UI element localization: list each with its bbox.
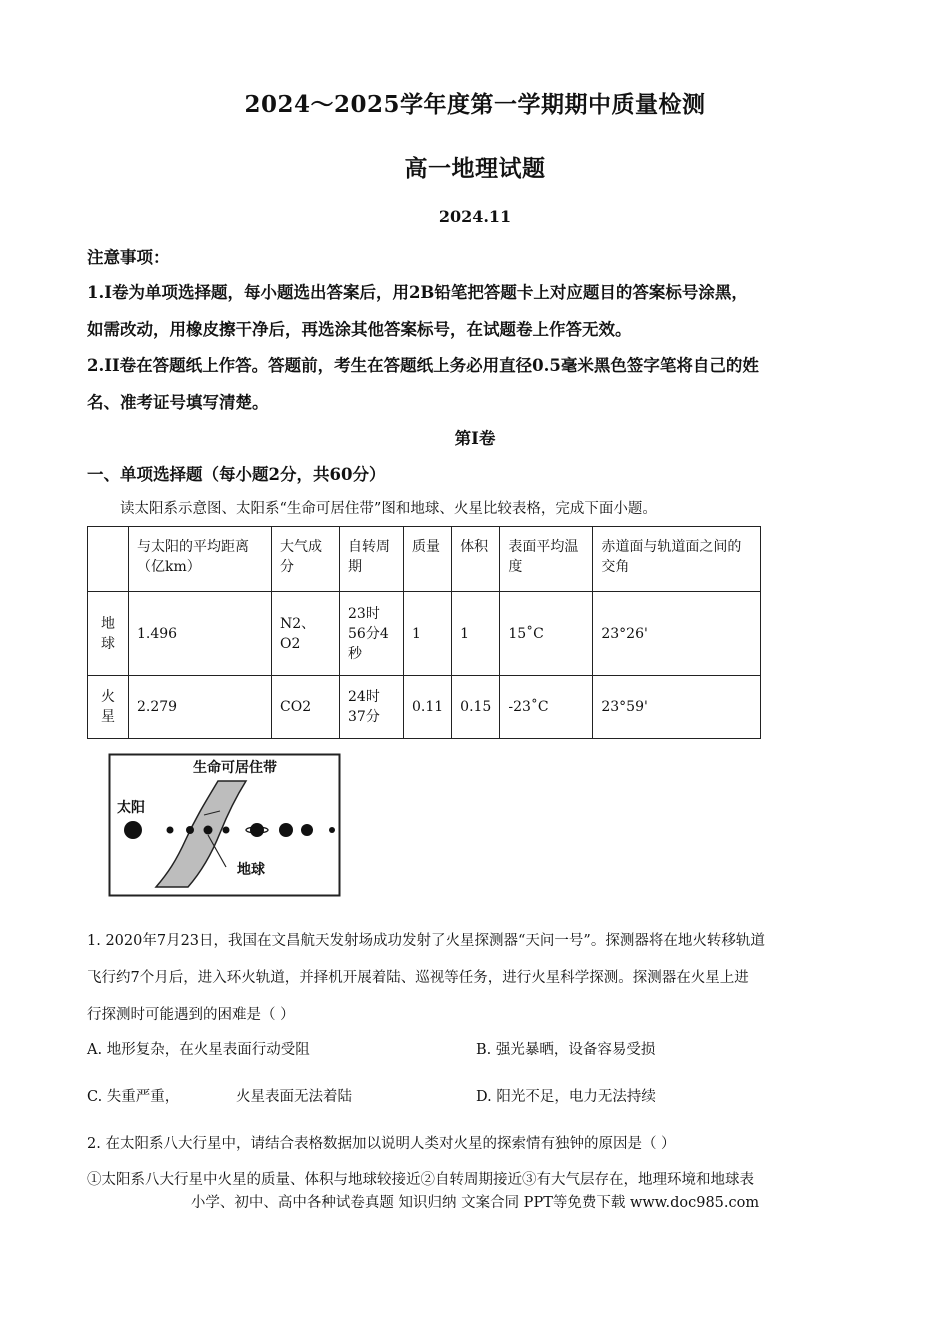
table-header-row — [88, 527, 761, 592]
table-cell: 23°26' — [593, 592, 761, 676]
q2-line-2: ①太阳系八大行星中火星的质量、体积与地球较接近②自转周期接近③有大气层存在，地理环境和地球表 — [87, 1172, 754, 1188]
table-header-cell: 大气成分 — [272, 527, 340, 592]
q1-option-d: D. 阳光不足，电力无法持续 — [476, 1089, 656, 1105]
planet-neptune — [301, 824, 313, 836]
exam-title: 2024～2025学年度第一学期期中质量检测 — [244, 91, 706, 118]
exam-subtitle: 高一地理试题 — [404, 155, 546, 182]
q1-option-a: A. 地形复杂，在火星表面行动受阻 — [87, 1042, 310, 1058]
planet-jupiter — [250, 823, 264, 837]
sun-label: 太阳 — [117, 800, 145, 816]
q1-line-2: 飞行约7个月后，进入环火轨道，并择机开展着陆、巡视等任务，进行火星科学探测。探测器在火星上进 — [87, 970, 749, 986]
table-row-earth — [88, 592, 761, 676]
table-header-cell: 体积 — [452, 527, 500, 592]
planet-earth — [204, 826, 213, 835]
table-cell: 火星 — [88, 676, 129, 739]
table-cell: 地球 — [88, 592, 129, 676]
notes-line-3: 2.II卷在答题纸上作答。答题前，考生在答题纸上务必用直径0.5毫米黑色签字笔将自己的姓 — [87, 356, 759, 375]
planet-venus — [186, 826, 194, 834]
table-cell: -23˚C — [500, 676, 593, 739]
planet-mars — [223, 827, 230, 834]
q2-line-1: 2. 在太阳系八大行星中，请结合表格数据加以说明人类对火星的探索情有独钟的原因是（ ） — [87, 1136, 676, 1152]
table-header-cell: 质量 — [404, 527, 452, 592]
earth-mars-table — [87, 526, 761, 739]
table-header-cell: 表面平均温度 — [500, 527, 593, 592]
table-header-cell: 赤道面与轨道面之间的交角 — [593, 527, 761, 592]
table-cell: 1 — [404, 592, 452, 676]
q1-option-b: B. 强光暴晒，设备容易受损 — [476, 1042, 656, 1058]
planet-mercury — [167, 827, 174, 834]
table-cell: 1 — [452, 592, 500, 676]
page-footer: 小学、初中、高中各种试卷真题 知识归纳 文案合同 PPT等免费下载 www.doc985.com — [190, 1195, 760, 1211]
table-cell: CO2 — [272, 676, 340, 739]
exam-date: 2024.11 — [438, 207, 512, 226]
q1-line-1: 1. 2020年7月23日，我国在文昌航天发射场成功发射了火星探测器“天问一号”。探测器将在地火转移轨道 — [87, 933, 765, 949]
planet-dwarf — [329, 827, 335, 833]
earth-label: 地球 — [237, 862, 265, 878]
planet-uranus — [279, 823, 293, 837]
q1-option-c: C. 失重严重， — [87, 1089, 180, 1105]
section-title: 一、单项选择题（每小题2分，共60分） — [87, 465, 386, 484]
table-cell: 23时56分4秒 — [340, 592, 404, 676]
part-title: 第I卷 — [454, 429, 496, 448]
notes-line-1: 1.I卷为单项选择题，每小题选出答案后，用2B铅笔把答题卡上对应题目的答案标号涂黑， — [87, 283, 748, 302]
table-cell: 24时37分 — [340, 676, 404, 739]
notes-heading: 注意事项： — [87, 248, 170, 267]
q1-line-3: 行探测时可能遇到的困难是（ ） — [87, 1007, 295, 1023]
table-cell: 1.496 — [129, 592, 272, 676]
table-cell: 0.11 — [404, 676, 452, 739]
sun-circle — [124, 821, 142, 839]
table-cell: 15˚C — [500, 592, 593, 676]
table-cell: 2.279 — [129, 676, 272, 739]
table-cell: N2、O2 — [272, 592, 340, 676]
notes-line-4: 名、准考证号填写清楚。 — [87, 393, 269, 412]
q1-option-c-cont: 火星表面无法着陆 — [236, 1089, 352, 1105]
table-row-mars — [88, 676, 761, 739]
notes-line-2: 如需改动，用橡皮擦干净后，再选涂其他答案标号，在试题卷上作答无效。 — [87, 320, 632, 339]
table-header-cell — [88, 527, 129, 592]
table-header-cell: 与太阳的平均距离（亿km） — [129, 527, 272, 592]
table-cell: 23°59' — [593, 676, 761, 739]
table-cell: 0.15 — [452, 676, 500, 739]
intro-text: 读太阳系示意图、太阳系“生命可居住带”图和地球、火星比较表格，完成下面小题。 — [120, 501, 657, 517]
habitable-zone-figure — [108, 753, 341, 897]
habitable-zone-label: 生命可居住带 — [193, 760, 277, 776]
table-header-cell: 自转周期 — [340, 527, 404, 592]
